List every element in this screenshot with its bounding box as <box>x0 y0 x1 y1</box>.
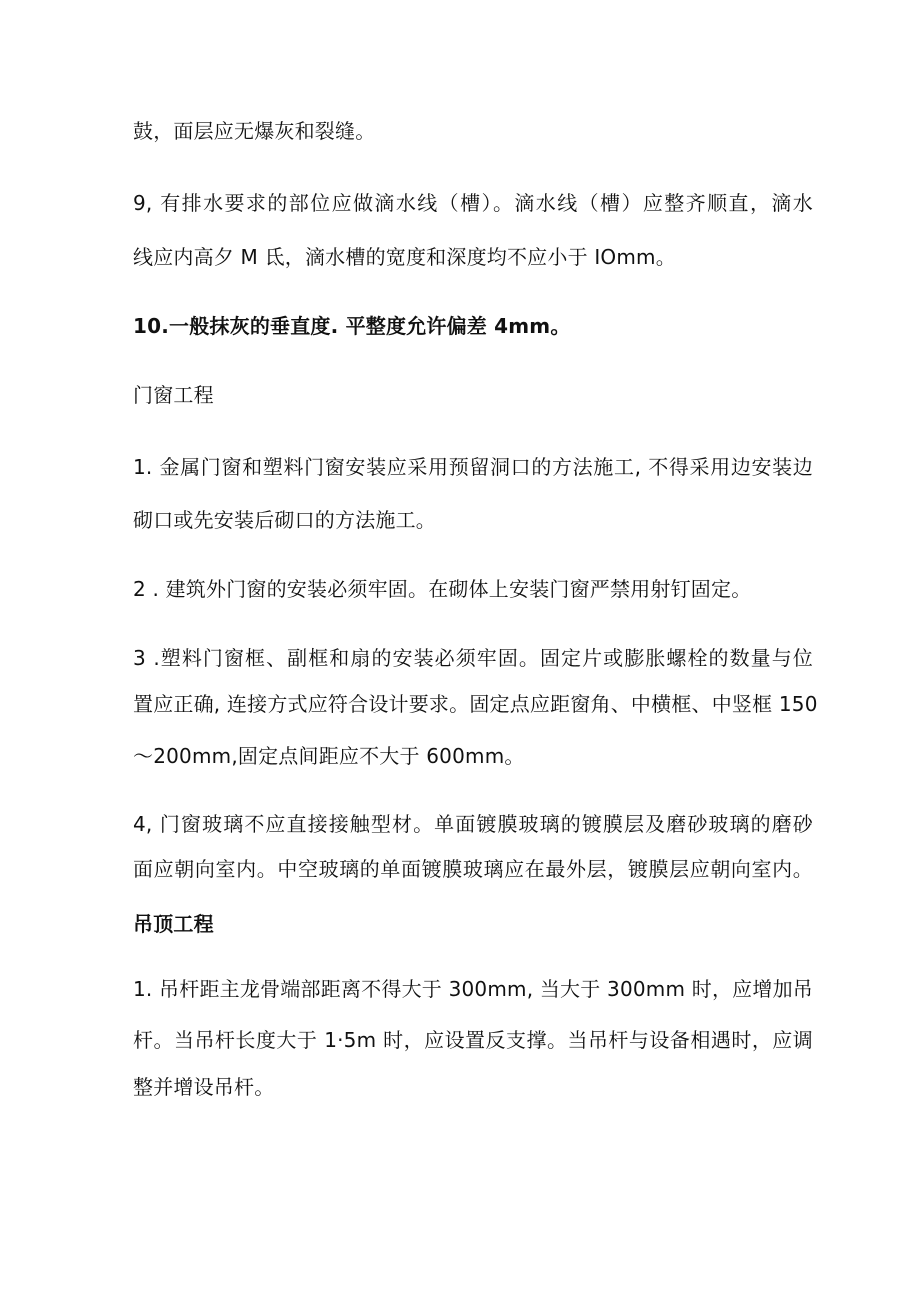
text-line-item-10: 10.一般抹灰的垂直度. 平整度允许偏差 4mm。 <box>133 314 571 338</box>
text-line-dw-item-3: 3 .塑料门窗框、副框和扇的安装必须牢固。固定片或膨胀螺栓的数量与位 <box>133 646 813 670</box>
text-line-dw-item-1-cont: 砌口或先安装后砌口的方法施工。 <box>133 508 436 532</box>
text-line-dw-item-3-cont2: ～200mm,固定点间距应不大于 600mm。 <box>133 744 525 768</box>
text-line-ceiling-item-1-cont2: 整并增设吊杆。 <box>133 1075 275 1099</box>
section-heading-ceiling: 吊顶工程 <box>133 912 214 936</box>
text-line-dw-item-3-cont: 置应正确, 连接方式应符合设计要求。固定点应距窗角、中横框、中竖框 150 <box>133 692 818 716</box>
text-line-continuation: 鼓，面层应无爆灰和裂缝。 <box>133 119 376 143</box>
section-heading-doors-windows: 门窗工程 <box>133 383 214 407</box>
text-line-dw-item-1: 1. 金属门窗和塑料门窗安装应采用预留洞口的方法施工, 不得采用边安装边 <box>133 455 813 479</box>
text-line-ceiling-item-1: 1. 吊杆距主龙骨端部距离不得大于 300mm, 当大于 300mm 时，应增加吊 <box>133 977 813 1001</box>
text-line-item-9-cont: 线应内高夕 M 氐，滴水槽的宽度和深度均不应小于 IOmm。 <box>133 245 676 269</box>
text-line-item-9: 9, 有排水要求的部位应做滴水线（槽）。滴水线（槽）应整齐顺直，滴水 <box>133 191 813 215</box>
text-line-dw-item-2: 2 . 建筑外门窗的安装必须牢固。在砌体上安装门窗严禁用射钉固定。 <box>133 577 752 601</box>
text-line-dw-item-4-cont: 面应朝向室内。中空玻璃的单面镀膜玻璃应在最外层，镀膜层应朝向室内。 <box>133 857 813 881</box>
text-line-ceiling-item-1-cont: 杆。当吊杆长度大于 1·5m 时，应设置反支撑。当吊杆与设备相遇时，应调 <box>133 1028 813 1052</box>
text-line-dw-item-4: 4, 门窗玻璃不应直接接触型材。单面镀膜玻璃的镀膜层及磨砂玻璃的磨砂 <box>133 812 813 836</box>
